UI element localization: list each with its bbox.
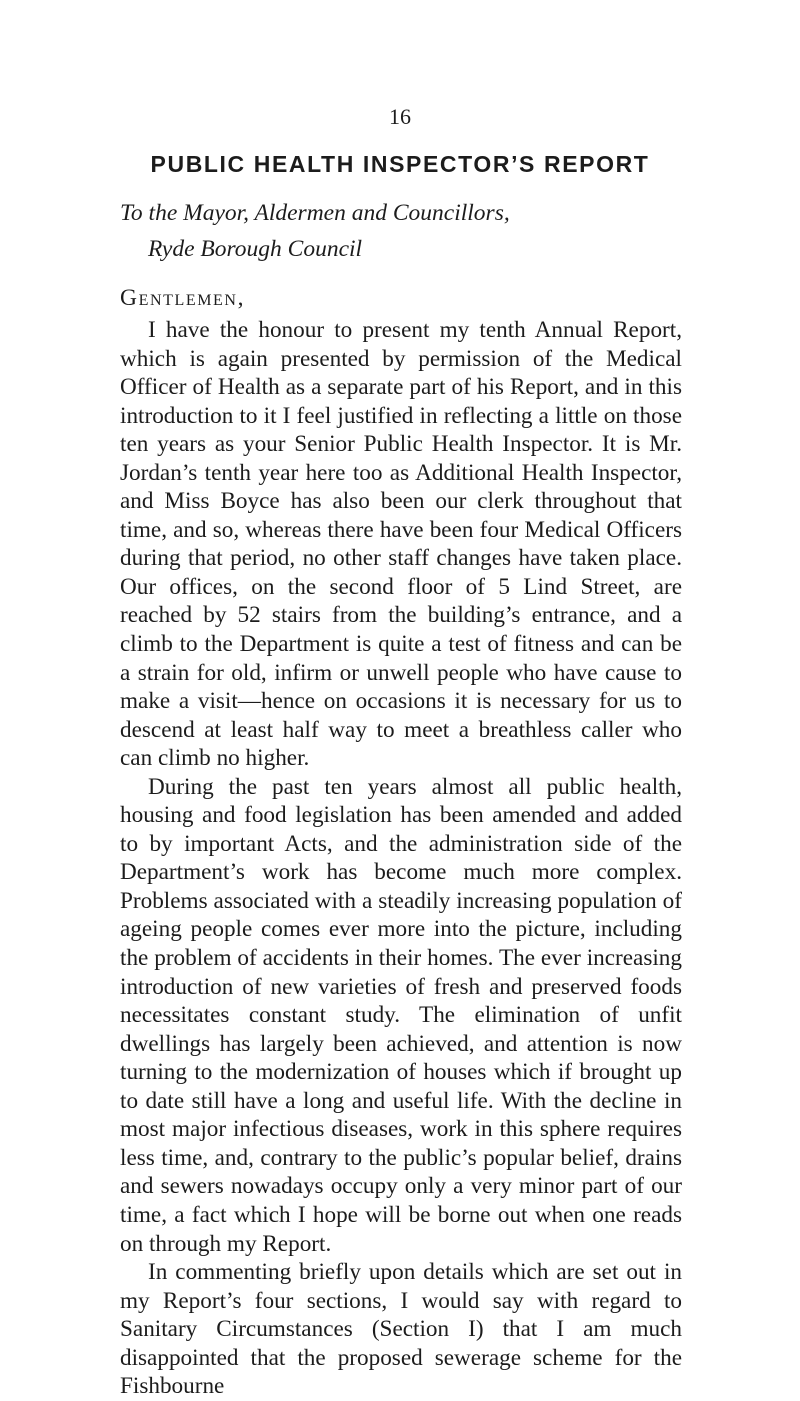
salutation: Gentlemen, <box>120 285 246 311</box>
paragraph-3: In commenting briefly upon details which are set out in my Report’s four sections, I would say with regard to Sanitary Circumstances (Section I) that I am much disappointed that the proposed sewerage scheme for the Fishbourne <box>120 1259 682 1400</box>
address-block <box>120 195 680 267</box>
report-title: PUBLIC HEALTH INSPECTOR’S REPORT <box>150 151 650 177</box>
paragraph-1: I have the honour to present my tenth Annual Report, which is again presented by permission of the Medical Officer of Health as a separate part of his Report, and in this introduction to it I feel justified in reflecting a little on those ten years as your Senior Public Health Inspector. It is Mr. Jordan’s tenth year here too as Additional Health Inspector, and Miss Boyce has also been our clerk throughout that time, and so, whereas there have been four Medical Officers during that period, no other staff changes have taken place. Our offices, on the second floor of 5 Lind Street, are reached by 52 stairs from the building’s entrance, and a climb to the Department is quite a test of fitness and can be a strain for old, infirm or unwell people who have cause to make a visit—hence on occasions it is necessary for us to descend at least half way to meet a breathless caller who can climb no higher. <box>120 317 682 772</box>
address-line-recipients: To the Mayor, Aldermen and Councillors, <box>120 200 510 226</box>
report-body <box>120 316 682 1401</box>
address-line-council: Ryde Borough Council <box>148 236 363 262</box>
paragraph-2: During the past ten years almost all public health, housing and food legislation has been amended and added to by important Acts, and the administration side of the Department’s work has become much more complex. Problems associated with a steadily increasing population of ageing people comes ever more into the picture, including the problem of accidents in their homes. The ever increasing introduction of new varieties of fresh and preserved foods necessitates constant study. The elimination of unfit dwellings has largely been achieved, and attention is now turning to the modernization of houses which if brought up to date still have a long and useful life. With the decline in most major infectious diseases, work in this sphere requires less time, and, contrary to the public’s popular belief, drains and sewers nowadays occupy only a very minor part of our time, a fact which I hope will be borne out when one reads on through my Report. <box>120 773 682 1257</box>
page-number: 16 <box>389 104 411 129</box>
